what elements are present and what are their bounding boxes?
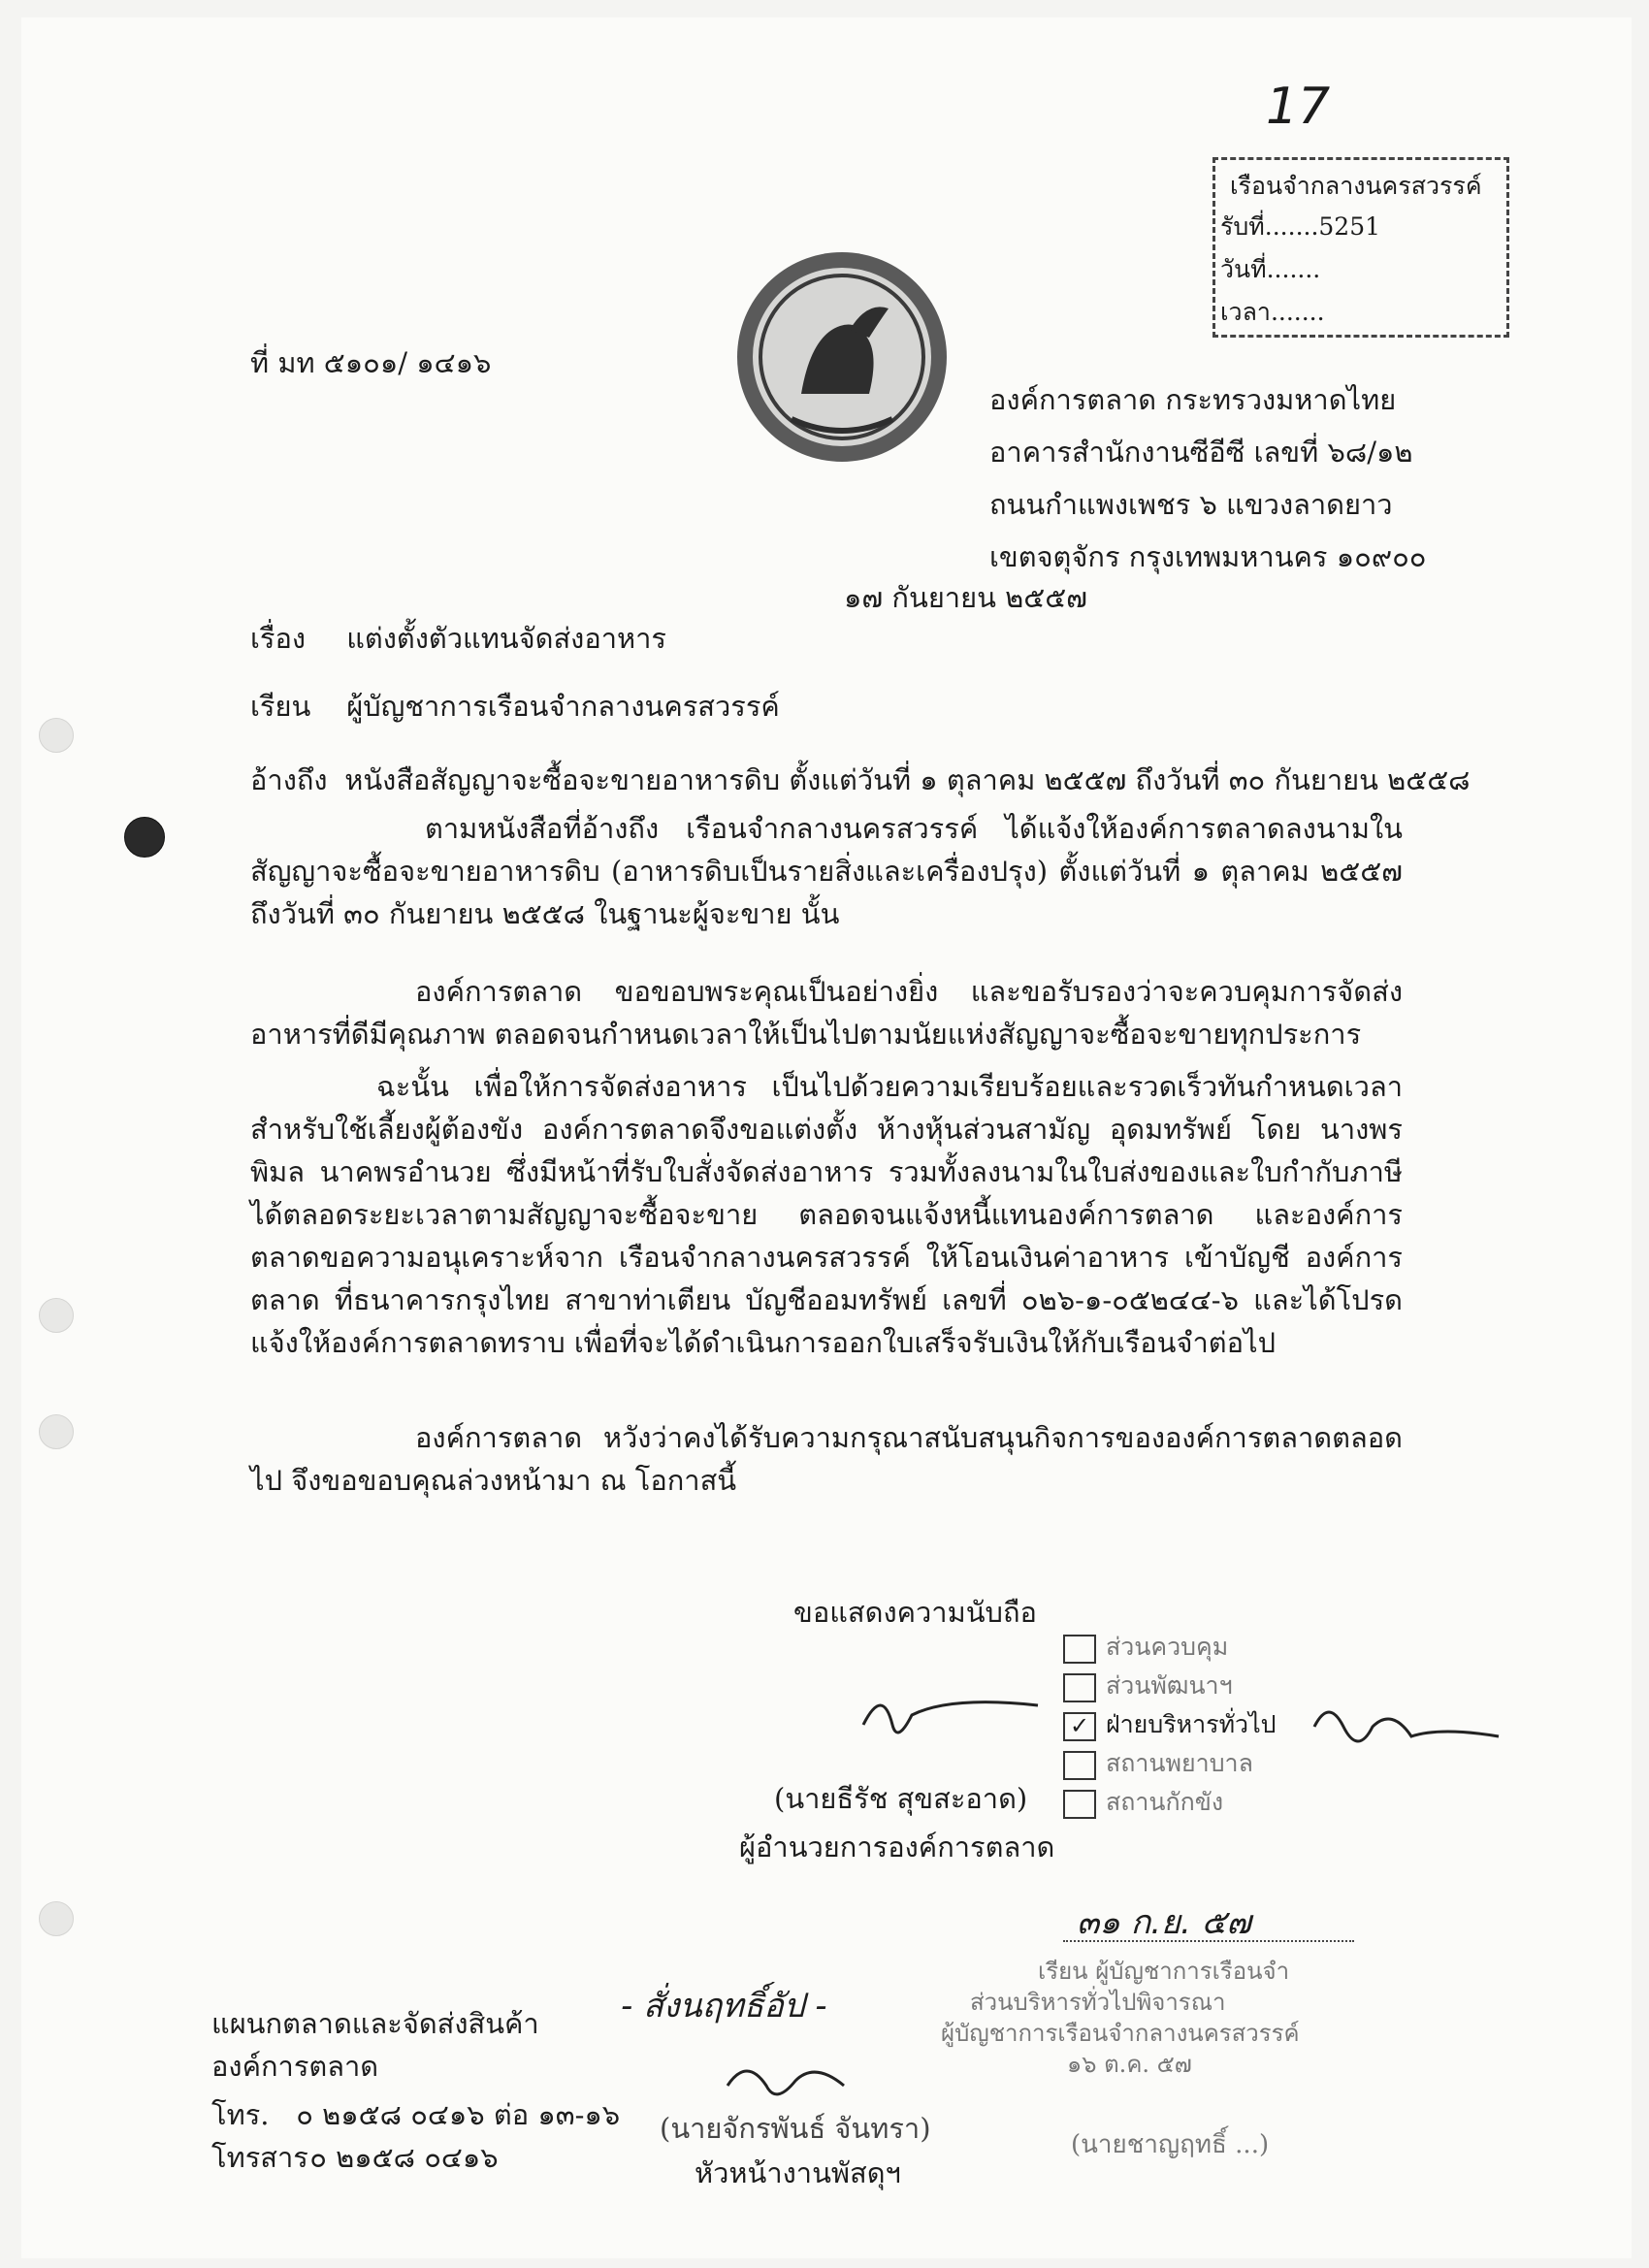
body-paragraph: องค์การตลาด ขอขอบพระคุณเป็นอย่างยิ่ง และขอรับรองว่าจะควบคุมการจัดส่งอาหารที่ดีมีคุณภาพ ตลอดจนกำหนดเวลาให้เป็นไปตามนัยแห่งสัญญาจะซื้อจะขายทุกประการ: [250, 975, 1403, 1051]
divider: [1063, 1940, 1354, 1942]
routing-option[interactable]: [1063, 1705, 1277, 1744]
organization-seal: [733, 248, 951, 470]
checkbox[interactable]: [1063, 1673, 1096, 1702]
page-number: 17: [1266, 78, 1331, 136]
body-paragraph: ตามหนังสือที่อ้างถึง เรือนจำกลางนครสวรรค์ ได้แจ้งให้องค์การตลาดลงนามในสัญญาจะซื้อจะขายอาหารดิบ (อาหารดิบเป็นรายสิ่งและเครื่องปรุง) ตั้งแต่วันที่ ๑ ตุลาคม ๒๕๕๗ ถึงวันที่ ๓๐ กันยายน ๒๕๕๘ ในฐานะผู้จะขาย นั้น: [250, 812, 1403, 930]
checkbox[interactable]: [1063, 1790, 1096, 1819]
recipient-label: เรียน: [250, 690, 311, 723]
routing-option-label: ส่วนควบคุม: [1106, 1633, 1229, 1661]
subject-text: แต่งตั้งตัวแทนจัดส่งอาหาร: [346, 622, 667, 655]
routing-option-label: สถานพยาบาล: [1106, 1749, 1253, 1777]
binder-hole: [39, 1901, 74, 1936]
contact-fax: [211, 2140, 499, 2175]
signer-title: ผู้อำนวยการองค์การตลาด: [739, 1831, 1055, 1863]
binder-hole: [39, 1414, 74, 1449]
supply-signer-title: หัวหน้างานพัสดุฯ: [695, 2156, 901, 2189]
handwritten-annotation: [1310, 1688, 1504, 1760]
sender-address-line: องค์การตลาด กระทรวงมหาดไทย: [989, 383, 1397, 416]
contact-organization: องค์การตลาด: [211, 2050, 379, 2083]
routing-option[interactable]: [1063, 1628, 1277, 1667]
routing-option-label: ฝ่ายบริหารทั่วไป: [1106, 1710, 1277, 1738]
reference-text: หนังสือสัญญาจะซื้อจะขายอาหารดิบ ตั้งแต่วันที่ ๑ ตุลาคม ๒๕๕๗ ถึงวันที่ ๓๐ กันยายน ๒๕๕๘: [344, 763, 1471, 796]
director-signature: [854, 1676, 1048, 1758]
body-paragraph: ฉะนั้น เพื่อให้การจัดส่งอาหาร เป็นไปด้วยความเรียบร้อยและรวดเร็วทันกำหนดเวลาสำหรับใช้เลี้ยงผู้ต้องขัง องค์การตลาดจึงขอแต่งตั้ง ห้างหุ้นส่วนสามัญ อุดมทรัพย์ โดย นางพรพิมล นาคพรอำนวย ซึ่งมีหน้าที่รับใบสั่งจัดส่งอาหาร รวมทั้งลงนามในใบส่งของและใบกำกับภาษีได้ตลอดระยะเวลาตามสัญญาจะซื้อจะขาย ตลอดจนแจ้งหนี้แทนองค์การตลาด และองค์การตลาดขอความอนุเคราะห์จาก เรือนจำกลางนครสวรรค์ ให้โอนเงินค่าอาหาร เข้าบัญชี องค์การตลาด ที่ธนาคารกรุงไทย สาขาท่าเตียน บัญชีออมทรัพย์ เลขที่ ๐๒๖-๑-๐๕๒๔๔-๖ และได้โปรดแจ้งให้องค์การตลาดทราบ เพื่อที่จะได้ดำเนินการออกใบเสร็จรับเงินให้กับเรือนจำต่อไป: [250, 1070, 1403, 1359]
faded-note-line: ๑๖ ต.ค. ๕๗: [1067, 2051, 1192, 2078]
routing-option-label: สถานกักขัง: [1106, 1788, 1224, 1816]
handwritten-date: ๓๑ ก.ย. ๕๗: [1077, 1903, 1251, 1942]
checkbox[interactable]: [1063, 1751, 1096, 1780]
contact-department: แผนกตลาดและจัดส่งสินค้า: [211, 2007, 539, 2040]
faded-signer: (นายชาญฤทธิ์ ...): [1071, 2130, 1270, 2159]
binder-hole: [39, 718, 74, 753]
fax-value: ๐ ๒๑๕๘ ๐๔๑๖: [309, 2141, 499, 2174]
supply-signer-name: (นายจักรพันธ์ จันทรา): [660, 2112, 931, 2145]
phone-label: โทร.: [211, 2098, 270, 2131]
checkbox[interactable]: [1063, 1635, 1096, 1664]
fax-label: โทรสาร: [211, 2141, 308, 2174]
sender-address-line: เขตจตุจักร กรุงเทพมหานคร ๑๐๙๐๐: [989, 540, 1427, 573]
phone-value: ๐ ๒๑๕๘ ๐๔๑๖ ต่อ ๑๓-๑๖: [296, 2098, 621, 2131]
body-paragraph: องค์การตลาด หวังว่าคงได้รับความกรุณาสนับสนุนกิจการขององค์การตลาดตลอดไป จึงขอขอบคุณล่วงหน้ามา ณ โอกาสนี้: [250, 1421, 1403, 1497]
signer-name: (นายธีรัช สุขสะอาด): [774, 1782, 1028, 1815]
receipt-stamp-line: รับที่.......5251: [1220, 212, 1381, 241]
binder-hole: [124, 817, 165, 858]
binder-hole: [39, 1298, 74, 1333]
routing-checklist: [1063, 1628, 1277, 1822]
document-number: ที่ มท ๕๑๐๑/ ๑๔๑๖: [250, 346, 492, 379]
checkbox-checked[interactable]: ✓: [1063, 1712, 1096, 1741]
receipt-stamp-line: เวลา.......: [1220, 298, 1325, 326]
handwritten-note: - สั่งนฤทธิ์อัป -: [621, 1987, 827, 2025]
reference-label: อ้างถึง: [250, 763, 328, 796]
sender-address-line: อาคารสำนักงานซีอีซี เลขที่ ๖๘/๑๒: [989, 436, 1413, 469]
recipient-row: [250, 689, 780, 724]
routing-option[interactable]: [1063, 1783, 1277, 1822]
supply-signature: [718, 2047, 854, 2119]
routing-option[interactable]: [1063, 1744, 1277, 1783]
document-date: ๑๗ กันยายน ๒๕๕๗: [844, 581, 1087, 614]
faded-note-line: เรียน ผู้บัญชาการเรือนจำ: [1038, 1958, 1290, 1985]
closing-salutation: ขอแสดงความนับถือ: [793, 1596, 1037, 1629]
routing-option-label: ส่วนพัฒนาฯ: [1106, 1671, 1233, 1700]
sender-address-line: ถนนกำแพงเพชร ๖ แขวงลาดยาว: [989, 488, 1393, 521]
reference-row: [250, 762, 1471, 797]
subject-row: [250, 621, 666, 656]
contact-phone: [211, 2097, 620, 2132]
receipt-stamp-line: เรือนจำกลางนครสวรรค์: [1230, 172, 1482, 200]
faded-note-line: ผู้บัญชาการเรือนจำกลางนครสวรรค์: [941, 2020, 1300, 2047]
subject-label: เรื่อง: [250, 622, 307, 655]
faded-note-line: ส่วนบริหารทั่วไปพิจารณา: [970, 1989, 1226, 2016]
routing-option[interactable]: [1063, 1667, 1277, 1705]
receipt-stamp-line: วันที่.......: [1220, 255, 1321, 283]
recipient-text: ผู้บัญชาการเรือนจำกลางนครสวรรค์: [346, 690, 780, 723]
